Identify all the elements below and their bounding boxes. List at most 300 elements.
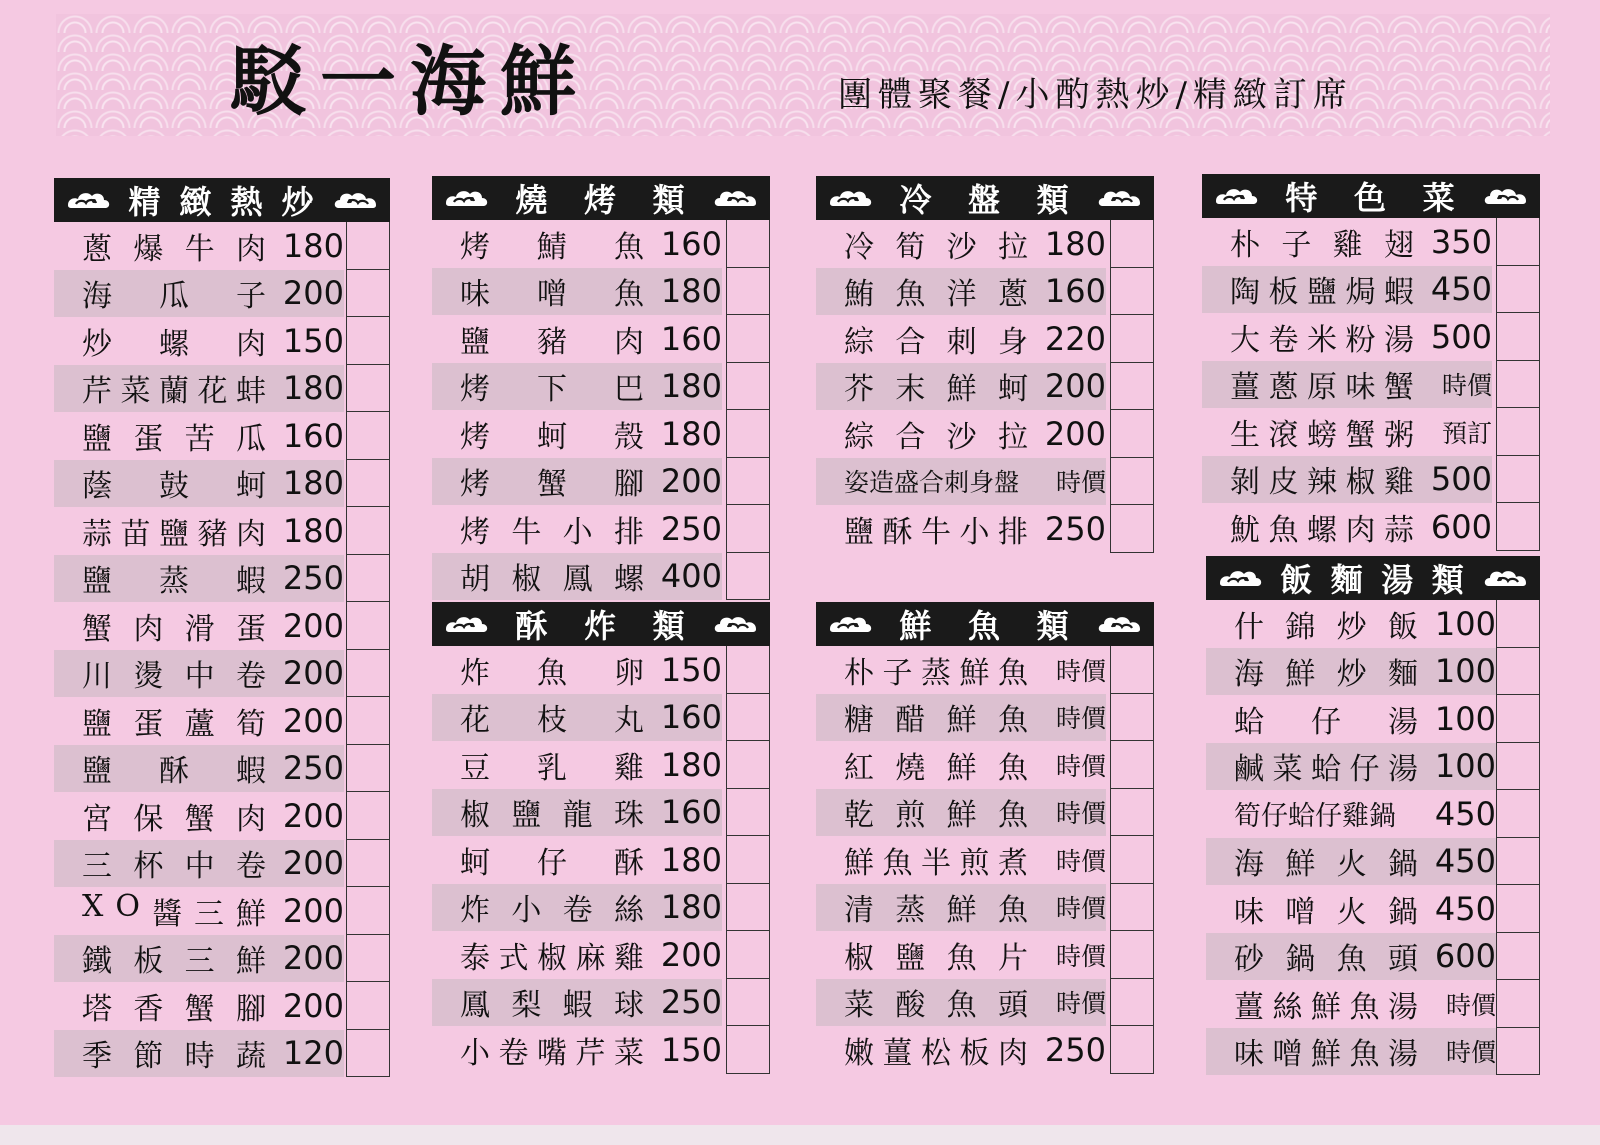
menu-item-price: 450	[1434, 842, 1496, 881]
menu-item-name: 朴 子 雞 翅	[1230, 227, 1414, 263]
order-checkbox[interactable]	[726, 363, 770, 411]
cloud-icon	[826, 185, 874, 211]
menu-item-name: 味 噌 魚	[460, 277, 644, 313]
menu-item	[816, 505, 1154, 553]
menu-item-name: 海 鮮 火 鍋	[1234, 847, 1418, 883]
menu-item-price: 時價	[1441, 371, 1492, 401]
order-checkbox[interactable]	[1110, 268, 1154, 316]
menu-item	[432, 410, 770, 458]
section-title: 飯 麵 湯 類	[1280, 561, 1466, 599]
menu-item-price: 200	[282, 844, 344, 883]
menu-item	[432, 979, 770, 1027]
section-title: 鮮 魚 類	[899, 607, 1071, 645]
menu-item-name: 豆 乳 雞	[460, 750, 644, 786]
section-rice-noodle-soup	[1206, 556, 1540, 1075]
menu-item-price: 160	[660, 224, 722, 263]
menu-item-name: 椒 鹽 龍 珠	[460, 798, 644, 834]
menu-item	[54, 650, 390, 698]
order-checkbox[interactable]	[346, 412, 390, 460]
menu-item-price: 時價	[1445, 1038, 1496, 1068]
section-title: 冷 盤 類	[899, 181, 1071, 219]
order-checkbox[interactable]	[1496, 600, 1540, 648]
menu-item-price: 200	[660, 462, 722, 501]
order-checkbox[interactable]	[346, 982, 390, 1030]
menu-item-name: 魷 魚 螺 肉 蒜	[1230, 512, 1414, 548]
menu-item-name: 烤 鯖 魚	[460, 229, 644, 265]
menu-item-price: 100	[1434, 652, 1496, 691]
menu-item-name: 姿 造 盛 合 刺 身 盤	[844, 468, 1020, 498]
menu-item-name: 鹽 蛋 蘆 筍	[82, 706, 266, 742]
menu-item	[1206, 838, 1540, 886]
order-checkbox[interactable]	[726, 694, 770, 742]
menu-item-price: 180	[660, 840, 722, 879]
menu-item-price: 200	[282, 986, 344, 1025]
menu-item	[432, 268, 770, 316]
menu-item	[432, 646, 770, 694]
menu-item-price: 180	[282, 226, 344, 265]
order-checkbox[interactable]	[1110, 505, 1154, 553]
menu-item	[54, 792, 390, 840]
order-checkbox[interactable]	[726, 220, 770, 268]
cloud-icon	[1216, 565, 1264, 591]
menu-item	[432, 789, 770, 837]
section-header	[816, 176, 1154, 220]
menu-item	[1206, 933, 1540, 981]
order-checkbox[interactable]	[1496, 503, 1540, 551]
menu-item-price: 200	[282, 939, 344, 978]
menu-item-price: 450	[1434, 889, 1496, 928]
menu-item	[1202, 503, 1540, 551]
menu-item-name: 炒 螺 肉	[82, 326, 266, 362]
menu-item-name: 砂 鍋 魚 頭	[1234, 942, 1418, 978]
order-checkbox[interactable]	[1496, 743, 1540, 791]
order-checkbox[interactable]	[726, 741, 770, 789]
section-header	[1206, 556, 1540, 600]
cloud-icon	[442, 611, 490, 637]
menu-item-price: 150	[282, 321, 344, 360]
menu-item-name: 陶 板 鹽 焗 蝦	[1230, 275, 1414, 311]
menu-item	[1206, 695, 1540, 743]
menu-item-price: 400	[660, 557, 722, 596]
section-fresh-fish	[816, 602, 1154, 1074]
menu-item-name: 糖 醋 鮮 魚	[844, 703, 1028, 739]
order-checkbox[interactable]	[726, 410, 770, 458]
menu-item-name: 筍 仔 蛤 仔 雞 鍋	[1234, 801, 1396, 833]
menu-item	[816, 884, 1154, 932]
menu-item	[432, 220, 770, 268]
menu-item-name: 宮 保 蟹 肉	[82, 801, 266, 837]
menu-item-name: X O 醬 三 鮮	[82, 888, 266, 932]
menu-item	[1206, 600, 1540, 648]
section-title: 特 色 菜	[1285, 179, 1457, 217]
cloud-icon	[826, 611, 874, 637]
menu-item-price: 500	[1430, 460, 1492, 499]
menu-item	[54, 555, 390, 603]
order-checkbox[interactable]	[1496, 790, 1540, 838]
menu-item-name: 鹽 酥 蝦	[82, 754, 266, 790]
cloud-icon	[1482, 183, 1530, 209]
menu-item	[54, 887, 390, 935]
order-checkbox[interactable]	[726, 458, 770, 506]
menu-item	[432, 363, 770, 411]
menu-item	[54, 365, 390, 413]
menu-item-name: 海 鮮 炒 麵	[1234, 657, 1418, 693]
menu-item-price: 180	[282, 464, 344, 503]
order-checkbox[interactable]	[726, 505, 770, 553]
order-checkbox[interactable]	[726, 315, 770, 363]
order-checkbox[interactable]	[346, 840, 390, 888]
order-checkbox[interactable]	[346, 317, 390, 365]
menu-item-price: 160	[660, 698, 722, 737]
menu-item-name: 綜 合 沙 拉	[844, 419, 1028, 455]
order-checkbox[interactable]	[346, 460, 390, 508]
cloud-icon	[332, 187, 380, 213]
cloud-icon	[1096, 611, 1144, 637]
menu-item-price: 250	[1044, 509, 1106, 548]
section-header	[432, 176, 770, 220]
menu-item-price: 180	[660, 745, 722, 784]
menu-item-price: 600	[1430, 507, 1492, 546]
menu-item-price: 時價	[1055, 846, 1106, 876]
menu-item	[1206, 980, 1540, 1028]
order-checkbox[interactable]	[346, 697, 390, 745]
menu-item-name: 芥 末 鮮 蚵	[844, 372, 1028, 408]
menu-item-name: 小 卷 嘴 芹 菜	[460, 1035, 644, 1071]
order-checkbox[interactable]	[726, 268, 770, 316]
menu-item-price: 160	[660, 319, 722, 358]
menu-item	[1202, 218, 1540, 266]
section-header	[54, 178, 390, 222]
menu-item-name: 鮪 魚 洋 蔥	[844, 277, 1028, 313]
order-checkbox[interactable]	[726, 789, 770, 837]
cloud-icon	[712, 611, 760, 637]
menu-item-price: 100	[1434, 699, 1496, 738]
menu-item-name: 鹹 菜 蛤 仔 湯	[1234, 752, 1418, 788]
order-checkbox[interactable]	[346, 602, 390, 650]
order-checkbox[interactable]	[1110, 220, 1154, 268]
menu-item-price: 250	[282, 749, 344, 788]
order-checkbox[interactable]	[1496, 980, 1540, 1028]
menu-item-name: 川 燙 中 卷	[82, 659, 266, 695]
order-checkbox[interactable]	[1496, 695, 1540, 743]
menu-item-name: 綜 合 刺 身	[844, 324, 1028, 360]
menu-item	[54, 270, 390, 318]
menu-item-name: 蚵 仔 酥	[460, 845, 644, 881]
menu-item	[816, 646, 1154, 694]
menu-item-price: 250	[282, 559, 344, 598]
order-checkbox[interactable]	[346, 792, 390, 840]
order-checkbox[interactable]	[1110, 836, 1154, 884]
menu-item-name: 鹽 豬 肉	[460, 324, 644, 360]
order-checkbox[interactable]	[1110, 315, 1154, 363]
order-checkbox[interactable]	[1496, 1028, 1540, 1076]
menu-item-name: 蛤 仔 湯	[1234, 704, 1418, 740]
menu-item-name: 菜 酸 魚 頭	[844, 988, 1028, 1024]
menu-item	[432, 694, 770, 742]
order-checkbox[interactable]	[1496, 933, 1540, 981]
menu-item-name: 蒜 苗 鹽 豬 肉	[82, 516, 266, 552]
section-specialties	[1202, 174, 1540, 551]
order-checkbox[interactable]	[346, 1030, 390, 1078]
menu-item-name: 炸 魚 卵	[460, 655, 644, 691]
order-checkbox[interactable]	[1496, 408, 1540, 456]
menu-item-price: 180	[660, 414, 722, 453]
menu-item-price: 180	[1044, 224, 1106, 263]
menu-item-name: 胡 椒 鳳 螺	[460, 562, 644, 598]
menu-item-price: 220	[1044, 319, 1106, 358]
menu-item	[54, 982, 390, 1030]
order-checkbox[interactable]	[726, 979, 770, 1027]
order-checkbox[interactable]	[726, 1026, 770, 1074]
order-checkbox[interactable]	[1110, 741, 1154, 789]
menu-item-name: 鹽 酥 牛 小 排	[844, 514, 1028, 550]
menu-item-price: 時價	[1055, 704, 1106, 734]
menu-item-name: 烤 牛 小 排	[460, 514, 644, 550]
menu-item-name: 剝 皮 辣 椒 雞	[1230, 465, 1414, 501]
menu-item-price: 時價	[1055, 656, 1106, 686]
menu-item-price: 450	[1430, 270, 1492, 309]
menu-item-name: 花 枝 丸	[460, 703, 644, 739]
order-checkbox[interactable]	[1110, 789, 1154, 837]
menu-item	[1202, 456, 1540, 504]
menu-item-name: 薑 蔥 原 味 蟹	[1230, 370, 1414, 406]
menu-item-price: 時價	[1055, 989, 1106, 1019]
order-checkbox[interactable]	[1496, 313, 1540, 361]
menu-item	[54, 507, 390, 555]
menu-item-price: 時價	[1445, 990, 1496, 1020]
menu-item	[816, 836, 1154, 884]
menu-item-name: 泰 式 椒 麻 雞	[460, 940, 644, 976]
section-header	[432, 602, 770, 646]
menu-item-price: 250	[660, 509, 722, 548]
order-checkbox[interactable]	[726, 553, 770, 601]
menu-item-price: 180	[660, 367, 722, 406]
menu-item-price: 時價	[1055, 751, 1106, 781]
menu-item-name: 鹽 蛋 苦 瓜	[82, 421, 266, 457]
order-checkbox[interactable]	[346, 650, 390, 698]
section-deep-fried	[432, 602, 770, 1074]
menu-item	[54, 935, 390, 983]
order-checkbox[interactable]	[1110, 410, 1154, 458]
menu-item	[816, 789, 1154, 837]
order-checkbox[interactable]	[1110, 884, 1154, 932]
menu-item-price: 450	[1434, 794, 1496, 833]
cloud-icon	[442, 185, 490, 211]
menu-item	[816, 268, 1154, 316]
menu-item	[54, 840, 390, 888]
menu-item-price: 150	[660, 1030, 722, 1069]
menu-item-name: 清 蒸 鮮 魚	[844, 893, 1028, 929]
menu-item-name: 什 錦 炒 飯	[1234, 609, 1418, 645]
menu-item-name: 味 噌 鮮 魚 湯	[1234, 1037, 1418, 1073]
menu-item-price: 200	[1044, 414, 1106, 453]
order-checkbox[interactable]	[346, 270, 390, 318]
section-grilled	[432, 176, 770, 600]
order-checkbox[interactable]	[346, 507, 390, 555]
menu-item	[54, 317, 390, 365]
order-checkbox[interactable]	[1110, 694, 1154, 742]
menu-item	[816, 979, 1154, 1027]
menu-item	[816, 410, 1154, 458]
menu-item-name: 生 滾 螃 蟹 粥	[1230, 417, 1414, 453]
menu-item-price: 350	[1430, 222, 1492, 261]
tagline: 團體聚餐/小酌熱炒/精緻訂席	[838, 75, 1353, 115]
order-checkbox[interactable]	[726, 931, 770, 979]
menu-item-name: 季 節 時 蔬	[82, 1039, 266, 1075]
order-checkbox[interactable]	[1496, 456, 1540, 504]
order-checkbox[interactable]	[346, 555, 390, 603]
cloud-icon	[1482, 565, 1530, 591]
menu-item	[432, 741, 770, 789]
order-checkbox[interactable]	[1110, 931, 1154, 979]
menu-item	[816, 220, 1154, 268]
bottom-strip	[0, 1125, 1600, 1145]
order-checkbox[interactable]	[1110, 979, 1154, 1027]
order-checkbox[interactable]	[1496, 361, 1540, 409]
menu-item	[816, 931, 1154, 979]
section-header	[1202, 174, 1540, 218]
menu-item-name: 蟹 肉 滑 蛋	[82, 611, 266, 647]
menu-item	[816, 741, 1154, 789]
menu-item	[54, 222, 390, 270]
menu-item	[1202, 361, 1540, 409]
menu-item-name: 芹 菜 蘭 花 蚌	[82, 374, 266, 410]
order-checkbox[interactable]	[726, 884, 770, 932]
order-checkbox[interactable]	[1110, 458, 1154, 506]
menu-item-name: 烤 蟹 腳	[460, 467, 644, 503]
menu-item-name: 乾 煎 鮮 魚	[844, 798, 1028, 834]
menu-item-name: 鳳 梨 蝦 球	[460, 988, 644, 1024]
menu-item-price: 200	[282, 891, 344, 930]
menu-item	[816, 1026, 1154, 1074]
menu-item	[54, 697, 390, 745]
order-checkbox[interactable]	[346, 365, 390, 413]
menu-item	[432, 884, 770, 932]
menu-item	[1206, 790, 1540, 838]
menu-item-price: 200	[1044, 367, 1106, 406]
menu-item	[432, 1026, 770, 1074]
menu-item-price: 時價	[1055, 799, 1106, 829]
menu-item-name: 味 噌 火 鍋	[1234, 894, 1418, 930]
menu-item	[1206, 885, 1540, 933]
cloud-icon	[712, 185, 760, 211]
menu-item	[432, 315, 770, 363]
menu-item	[54, 602, 390, 650]
order-checkbox[interactable]	[1496, 885, 1540, 933]
menu-item-price: 180	[660, 272, 722, 311]
section-header	[816, 602, 1154, 646]
order-checkbox[interactable]	[1496, 218, 1540, 266]
menu-item	[432, 505, 770, 553]
menu-item-name: 朴 子 蒸 鮮 魚	[844, 655, 1028, 691]
menu-item	[1206, 1028, 1540, 1076]
restaurant-name: 駁一海鮮	[230, 37, 590, 126]
menu-item-price: 時價	[1055, 894, 1106, 924]
menu-item	[54, 745, 390, 793]
menu-item	[816, 363, 1154, 411]
section-hot-stir-fry	[54, 178, 390, 1077]
menu-item-price: 200	[660, 935, 722, 974]
menu-item-price: 100	[1434, 604, 1496, 643]
menu-item-price: 200	[282, 796, 344, 835]
menu-item-name: 烤 下 巴	[460, 372, 644, 408]
order-checkbox[interactable]	[346, 887, 390, 935]
menu-item-price: 500	[1430, 317, 1492, 356]
order-checkbox[interactable]	[1110, 1026, 1154, 1074]
menu-item	[432, 931, 770, 979]
menu-item-name: 紅 燒 鮮 魚	[844, 750, 1028, 786]
order-checkbox[interactable]	[346, 745, 390, 793]
cloud-icon	[1212, 183, 1260, 209]
cloud-icon	[64, 187, 112, 213]
menu-item-price: 120	[282, 1034, 344, 1073]
menu-item	[816, 694, 1154, 742]
menu-item-price: 600	[1434, 937, 1496, 976]
menu-item-name: 鮮 魚 半 煎 煮	[844, 845, 1028, 881]
section-title: 酥 炸 類	[515, 607, 687, 645]
menu-item	[1202, 266, 1540, 314]
menu-item	[1206, 648, 1540, 696]
menu-item-price: 150	[660, 650, 722, 689]
menu-item	[54, 1030, 390, 1078]
menu-item	[432, 458, 770, 506]
section-cold-dishes	[816, 176, 1154, 553]
menu-item-price: 160	[282, 416, 344, 455]
menu-item-price: 200	[282, 701, 344, 740]
menu-item-price: 180	[282, 369, 344, 408]
order-checkbox[interactable]	[726, 836, 770, 884]
menu-item-price: 180	[282, 511, 344, 550]
order-checkbox[interactable]	[726, 646, 770, 694]
menu-item-name: 薑 絲 鮮 魚 湯	[1234, 989, 1418, 1025]
menu-item-name: 鐵 板 三 鮮	[82, 944, 266, 980]
order-checkbox[interactable]	[346, 222, 390, 270]
order-checkbox[interactable]	[1496, 266, 1540, 314]
order-checkbox[interactable]	[346, 935, 390, 983]
menu-item	[432, 836, 770, 884]
section-title: 精 緻 熱 炒	[128, 183, 316, 221]
menu-item	[816, 315, 1154, 363]
menu-item	[816, 458, 1154, 506]
menu-item-price: 160	[1044, 272, 1106, 311]
menu-item-name: 冷 筍 沙 拉	[844, 229, 1028, 265]
menu-item-name: 嫩 薑 松 板 肉	[844, 1035, 1028, 1071]
order-checkbox[interactable]	[1496, 648, 1540, 696]
menu-item-name: 塔 香 蟹 腳	[82, 991, 266, 1027]
menu-item	[54, 412, 390, 460]
menu-item	[1202, 313, 1540, 361]
menu-item	[432, 553, 770, 601]
menu-item-price: 200	[282, 606, 344, 645]
menu-item-name: 鹽 蒸 蝦	[82, 564, 266, 600]
order-checkbox[interactable]	[1110, 363, 1154, 411]
menu-item-price: 250	[660, 983, 722, 1022]
menu-item-price: 200	[282, 654, 344, 693]
menu-item-name: 炸 小 卷 絲	[460, 893, 644, 929]
menu-item-name: 三 杯 中 卷	[82, 849, 266, 885]
menu-item-price: 100	[1434, 747, 1496, 786]
menu-item	[54, 460, 390, 508]
menu-item-price: 200	[282, 274, 344, 313]
menu-item-price: 預訂	[1441, 418, 1492, 448]
section-title: 燒 烤 類	[515, 181, 687, 219]
order-checkbox[interactable]	[1110, 646, 1154, 694]
menu-item-name: 椒 鹽 魚 片	[844, 940, 1028, 976]
menu-item-name: 蔥 爆 牛 肉	[82, 231, 266, 267]
cloud-icon	[1096, 185, 1144, 211]
order-checkbox[interactable]	[1496, 838, 1540, 886]
menu-item	[1206, 743, 1540, 791]
